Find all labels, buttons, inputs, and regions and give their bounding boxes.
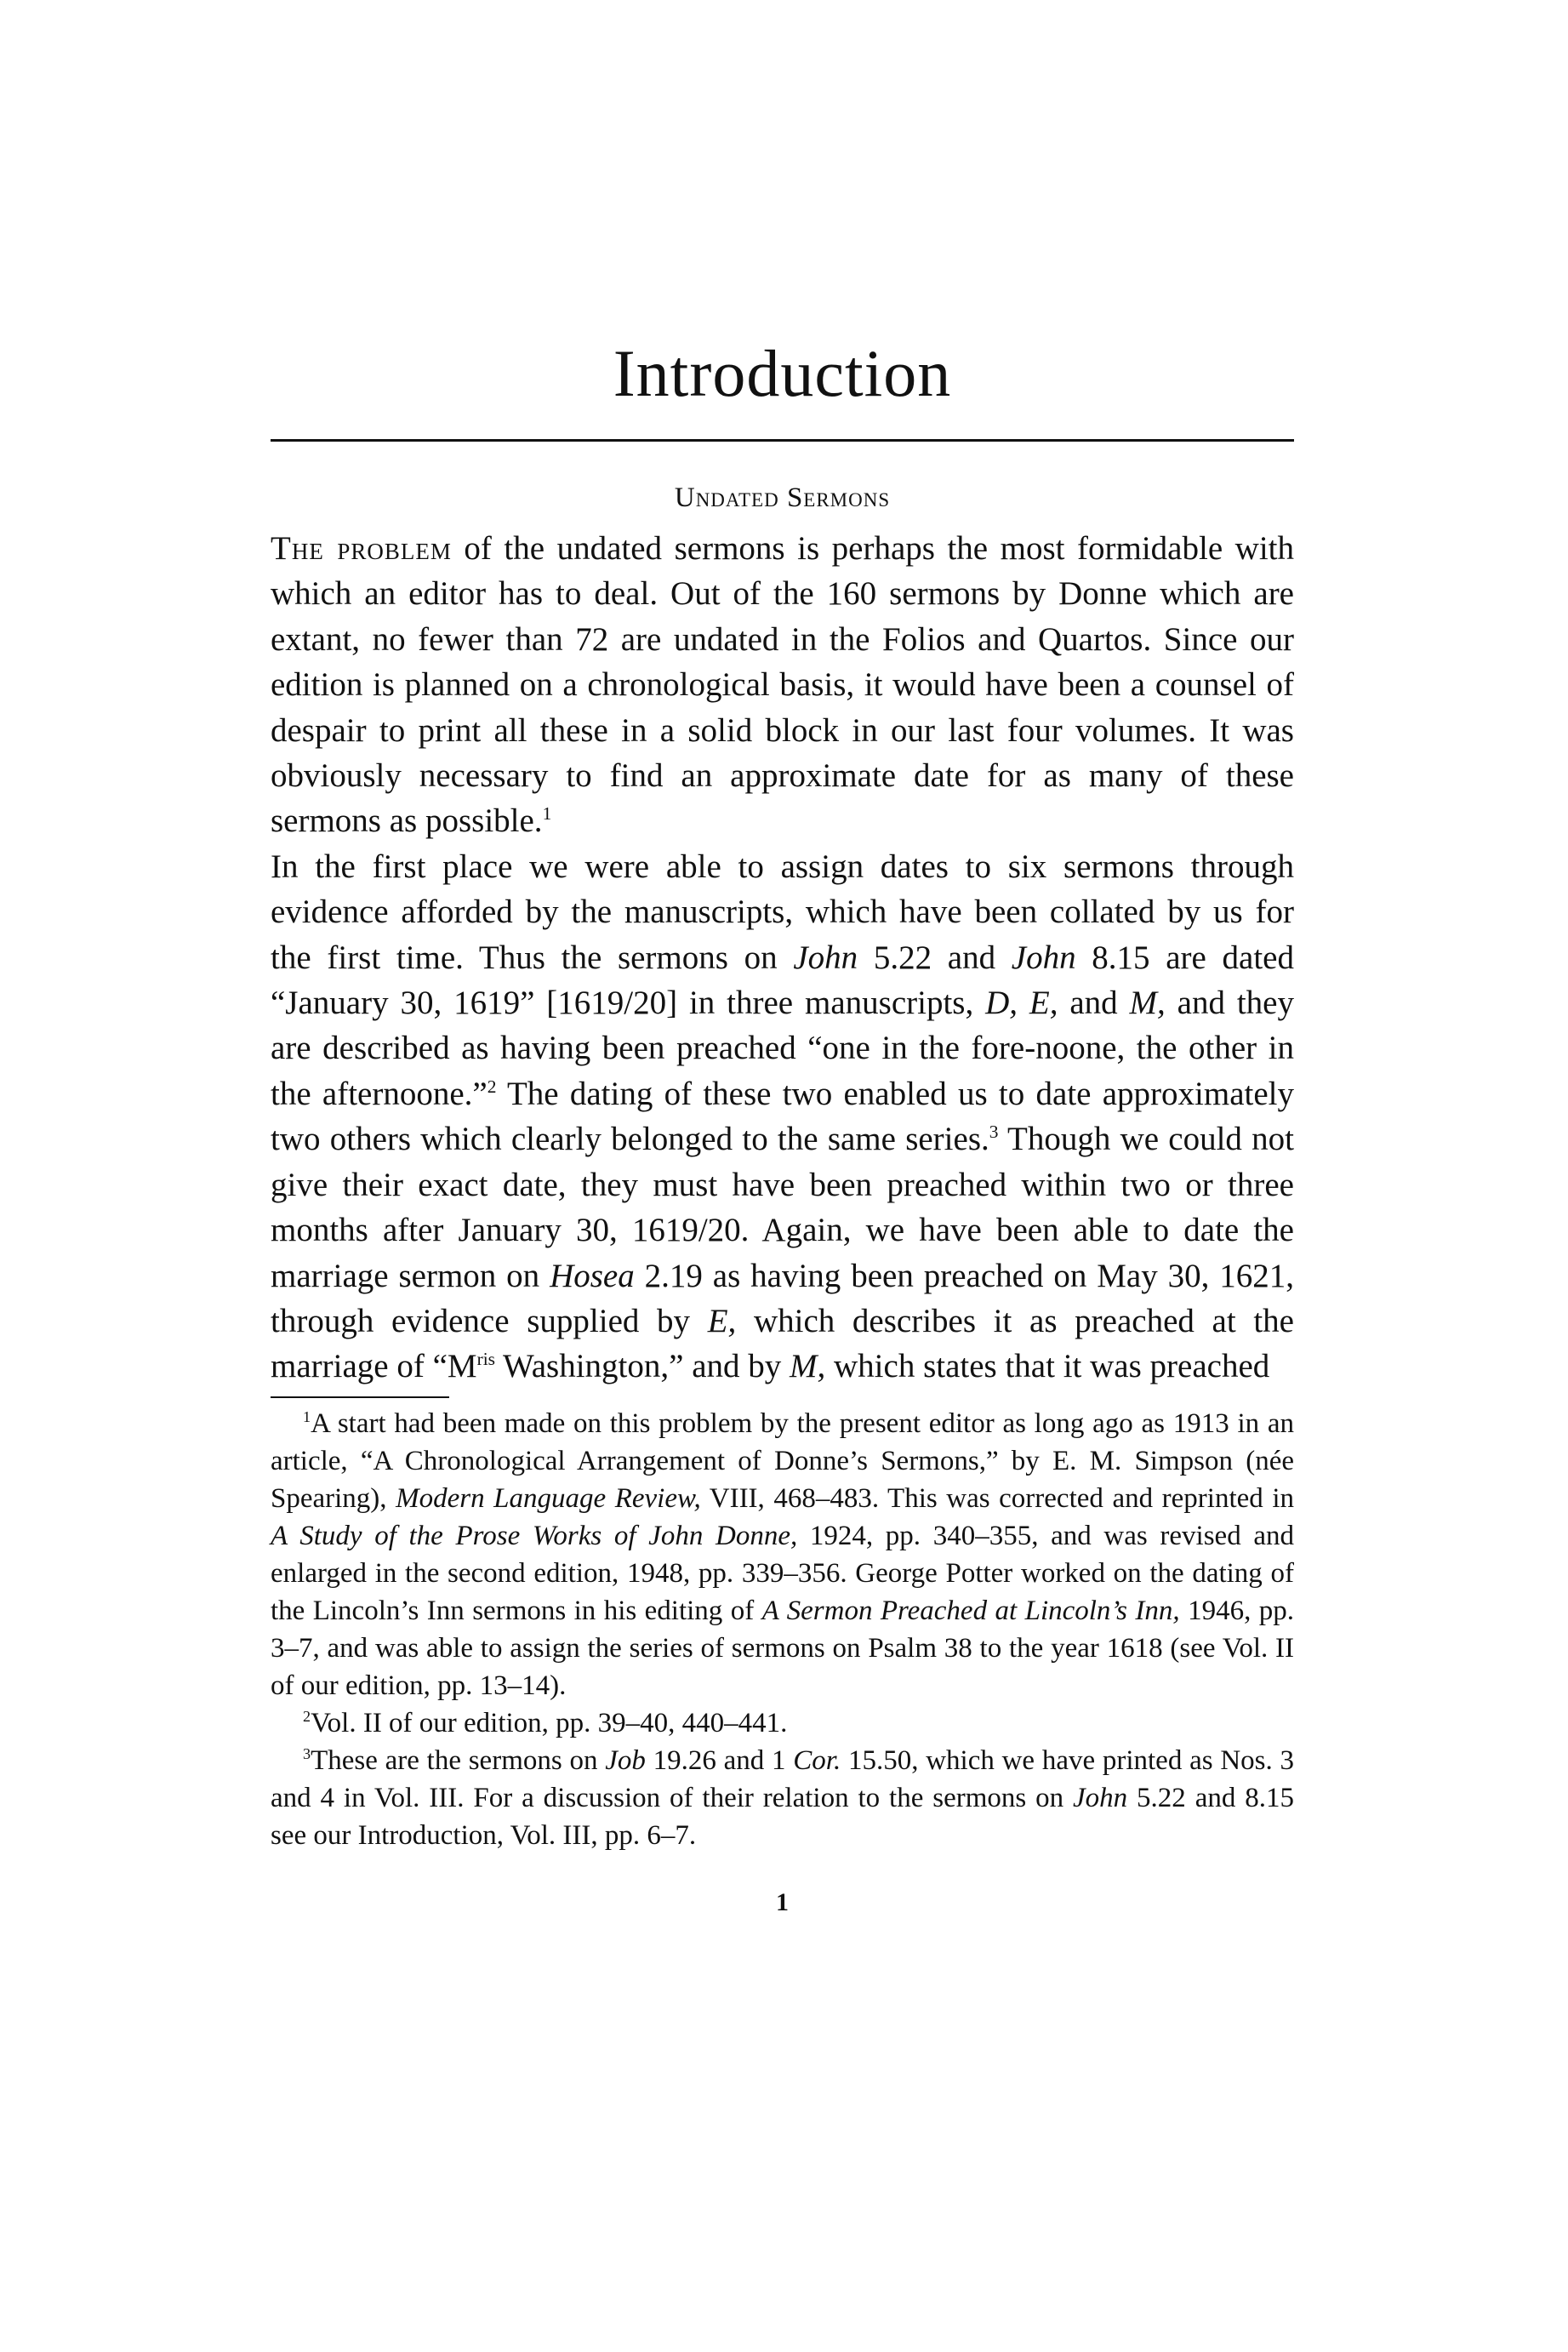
scripture-book: John [1011,939,1076,976]
paragraph-2-text-g: Though we could not give their exact date, they must have been preached within two or three months after January 30, 1619/20. Again, we have been able to date the marriage sermon on [271,1121,1295,1294]
paragraph-2 [271,844,1294,1390]
footnote-1-text-b: VIII, 468–483. This was corrected and reprinted in [700,1482,1294,1514]
paragraph-2-text-j: Washington,” and by [495,1348,790,1385]
heading-rest-1: ndated [695,482,779,513]
footnote-marker: 1 [303,1407,311,1425]
manuscript-sigla: M, [790,1348,826,1385]
book-page [271,336,1295,1917]
paragraph-2-text-f: The dating of these two enabled us to date approximately two others which clearly belonged to the same series. [271,1075,1294,1158]
paragraph-2-text-a: In the first place we were able to assign dates to six sermons through evidence afforded by the manuscripts, which have been collated by us for the first time. Thus the sermons on [271,848,1294,976]
body-text [271,526,1294,1390]
manuscript-sigla: D, E, [985,985,1058,1022]
paragraph-lead-words: The problem [271,530,452,567]
footnote-1-text-a: A start had been made on this problem by the present editor as long ago as 1913 in an article, “A Chronological Arrangement of Donne’s Sermons,” by E. M. Simpson (née Spearing), [271,1407,1294,1514]
footnote-marker: 3 [303,1744,311,1762]
paragraph-2-text-h: 2.19 as having been preached on May 30, 1621, through evidence supplied by [271,1257,1295,1339]
page-title: Introduction [613,336,952,410]
footnote-ref-2: 2 [487,1076,497,1097]
paragraph-1 [271,526,1294,844]
footnote-marker: 2 [303,1707,311,1725]
footnote-rule [271,1396,449,1398]
scripture-book: Hosea [550,1257,635,1294]
footnotes [271,1405,1294,1854]
footnote-3 [271,1742,1294,1854]
footnote-ref-1: 1 [542,803,552,825]
paragraph-2-text-e: and they are described as having been preached “one in the fore-noone, the other in the afternoone.” [271,985,1294,1112]
paragraph-2-text-k: which states that it was preached [825,1348,1270,1385]
paragraph-2-text-d: and [1058,985,1130,1022]
scripture-book: Job [605,1744,646,1776]
heading-initial-1: U [674,482,696,513]
footnote-2-text: Vol. II of our edition, pp. 39–40, 440–441. [311,1707,788,1738]
scripture-book: John [1073,1782,1128,1813]
footnote-3-text-b: 19.26 and 1 [645,1744,794,1776]
journal-title: Modern Language Review, [396,1482,701,1514]
title-rule [271,439,1294,442]
paragraph-2-text-c: 8.15 are dated “January 30, 1619” [1619/20] in three manuscripts, [271,939,1294,1022]
book-title: A Sermon Preached at Lincoln’s Inn, [761,1595,1180,1626]
book-title: A Study of the Prose Works of John Donne, [271,1520,798,1551]
page-number: 1 [776,1887,789,1916]
footnote-1-text-c: 1924, pp. 340–355, and was revised and enlarged in the second edition, 1948, pp. 339–356. George Potter worked on the dating of the Lincoln’s Inn sermons in his editing of [271,1520,1294,1626]
footnote-2 [271,1704,1294,1742]
paragraph-2-text-b: 5.22 and [858,939,1012,976]
heading-rest-2: ermons [803,482,891,513]
heading-initial-2: S [786,482,804,513]
footnote-1 [271,1405,1294,1704]
manuscript-sigla: E, [707,1302,737,1339]
scripture-book: Cor. [793,1744,841,1776]
footnote-3-text-a: These are the sermons on [311,1744,606,1776]
paragraph-1-text: of the undated sermons is perhaps the most formidable with which an editor has to deal. Out of the 160 sermons by Donne which are extant, no fewer than 72 are undated in the Folios and Quartos. Since our edition is planned on a chronological basis, it would have been a counsel of despair to print all these in a solid block in our last four volumes. It was obviously necessary to find an approximate date for as many of these sermons as possible. [271,530,1294,840]
footnote-1-text-d: 1946, pp. 3–7, and was able to assign the series of sermons on Psalm 38 to the year 1618 (see Vol. II of our edition, pp. 13–14). [271,1595,1295,1701]
footnote-3-text-c: 15.50, which we have printed as Nos. 3 and 4 in Vol. III. For a discussion of their relation to the sermons on [271,1744,1294,1813]
paragraph-2-text-i: which describes it as preached at the marriage of “M [271,1302,1294,1385]
manuscript-sigla: M, [1129,985,1166,1022]
scripture-book: John [793,939,858,976]
section-heading [271,484,1294,512]
superscript-abbrev: ris [476,1349,495,1370]
footnote-3-text-d: 5.22 and 8.15 see our Introduction, Vol. III, pp. 6–7. [271,1782,1294,1851]
footnote-ref-3: 3 [989,1122,999,1143]
